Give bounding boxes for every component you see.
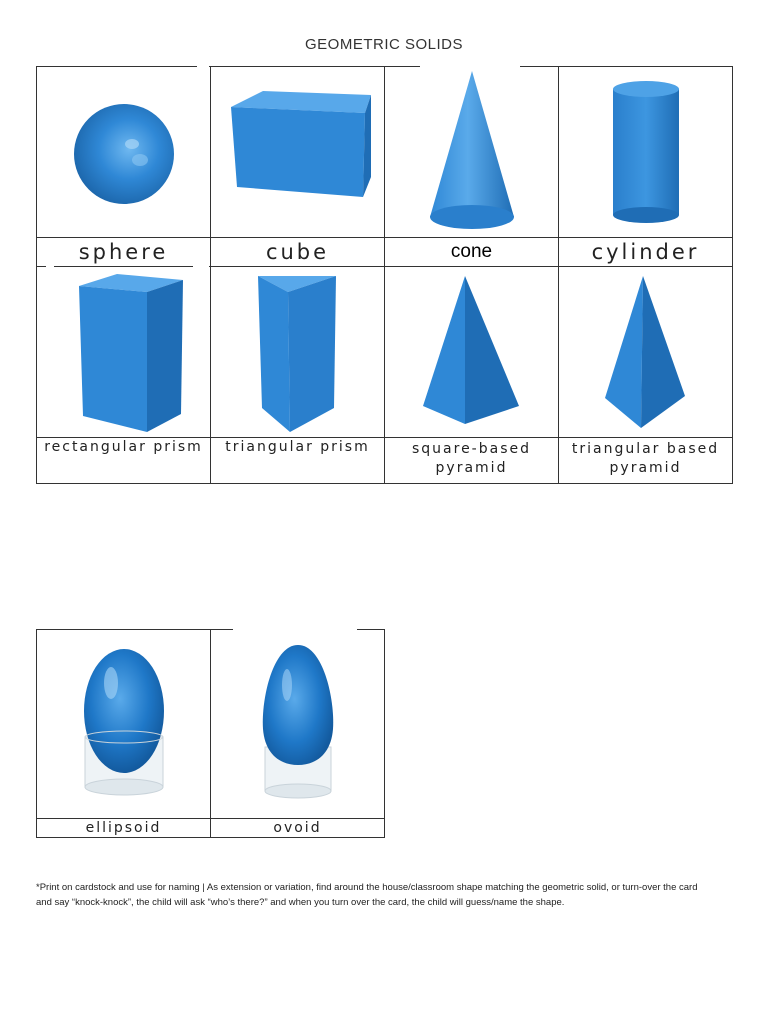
card-cone (385, 67, 559, 267)
card-label: triangular prism (211, 437, 384, 456)
border-gap (233, 628, 357, 631)
solids-card-grid (36, 66, 733, 484)
note-line-1: *Print on cardstock and use for naming | As extension or variation, find around the house/classroom shape matching the geometric solid, or turn-over the card (36, 882, 698, 893)
card-label: ovoid (211, 818, 384, 837)
border-gap (46, 265, 54, 268)
card-label: cylinder (559, 237, 732, 266)
card-label: cube (211, 237, 384, 266)
card-ovoid (211, 630, 385, 838)
rectangular-prism-icon (37, 267, 210, 437)
solids-card-grid-bottom (36, 629, 385, 838)
card-label: cone (385, 237, 558, 266)
square-pyramid-icon (385, 267, 558, 437)
card-rectangular-prism (37, 267, 211, 484)
card-label: square-based pyramid (385, 437, 558, 483)
cube-icon (211, 67, 384, 237)
card-cube (211, 67, 385, 267)
sphere-icon (37, 67, 210, 237)
card-ellipsoid (37, 630, 211, 838)
ellipsoid-icon (37, 630, 210, 818)
card-triangular-pyramid (559, 267, 733, 484)
card-label: triangular based pyramid (559, 437, 732, 483)
card-label: rectangular prism (37, 437, 210, 456)
card-square-pyramid (385, 267, 559, 484)
instructions-note (36, 880, 736, 910)
ovoid-icon (211, 630, 384, 818)
border-gap (193, 265, 209, 268)
page-title: GEOMETRIC SOLIDS (304, 36, 464, 53)
triangular-prism-icon (211, 267, 384, 437)
cone-icon (385, 67, 558, 237)
card-cylinder (559, 67, 733, 267)
border-gap (197, 65, 209, 68)
note-line-2: and say “knock-knock”, the child will ask “who’s there?” and when you turn over the card, the child will guess/name the shape. (36, 897, 565, 908)
cylinder-icon (559, 67, 732, 237)
card-label: sphere (37, 237, 210, 266)
card-label: ellipsoid (37, 818, 210, 837)
card-triangular-prism (211, 267, 385, 484)
card-sphere (37, 67, 211, 267)
triangular-pyramid-icon (559, 267, 732, 437)
border-gap (420, 65, 520, 68)
